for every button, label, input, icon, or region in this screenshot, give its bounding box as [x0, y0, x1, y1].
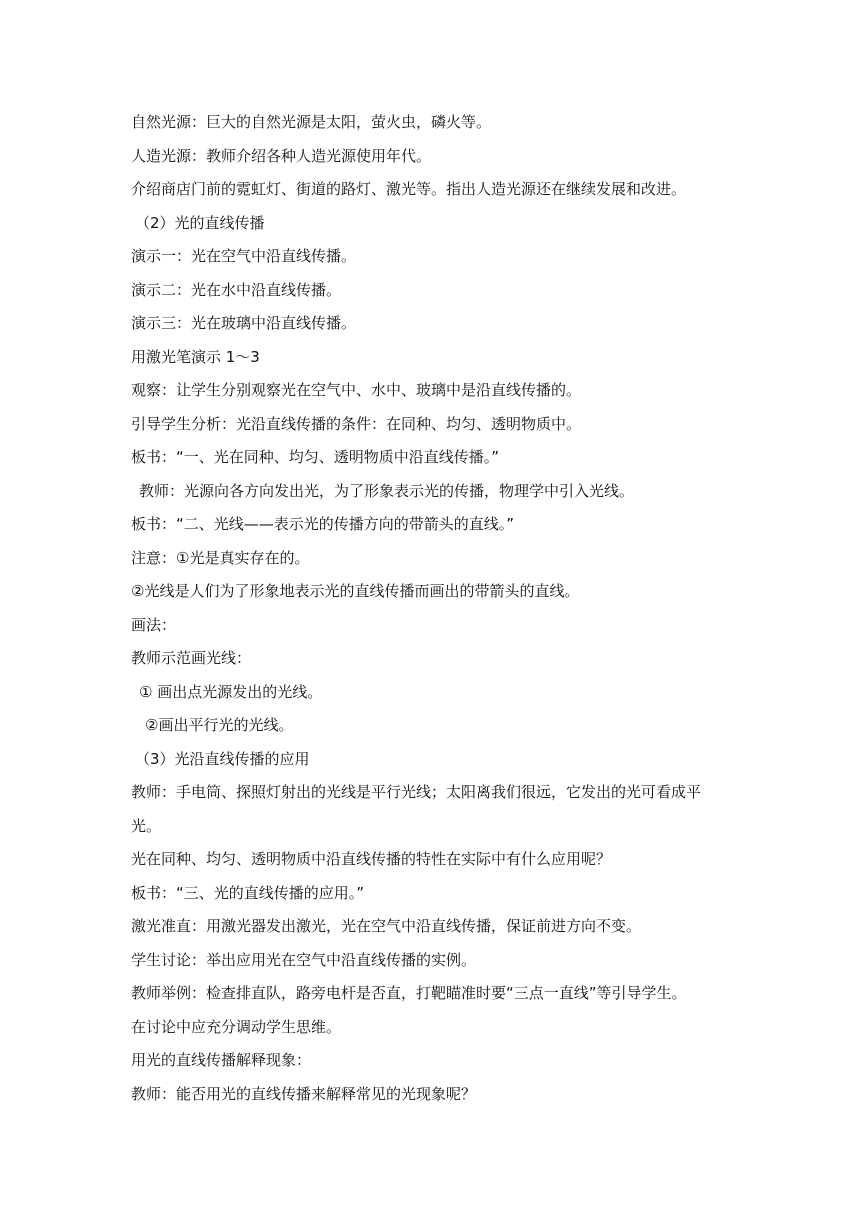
text-line-explain-phenomena: 用光的直线传播解释现象：	[131, 1051, 312, 1069]
text-line-teacher-examples: 教师举例：检查排直队，路旁电杆是否直，打靶瞄准时要“三点一直线”等引导学生。	[131, 984, 687, 1002]
text-line-note-light-ray-model: ②光线是人们为了形象地表示光的直线传播而画出的带箭头的直线。	[131, 582, 580, 600]
text-line-teacher-draw-demo: 教师示范画光线：	[131, 649, 252, 667]
text-line-light-continuation: 光。	[131, 816, 162, 835]
text-line-teacher-flashlight: 教师：手电筒、探照灯射出的光线是平行光线；太阳离我们很远，它发出的光可看成平	[131, 783, 702, 801]
text-line-laser-pointer-demo: 用激光笔演示 1～3	[131, 347, 260, 366]
section-heading-3: （3）光沿直线传播的应用	[135, 749, 310, 768]
text-line-board-note-two: 板书：“二、光线——表示光的传播方向的带箭头的直线。”	[131, 515, 515, 533]
text-line-student-discussion: 学生讨论：举出应用光在空气中沿直线传播的实例。	[131, 950, 477, 969]
text-line-introduce-neon-lights: 介绍商店门前的霓虹灯、街道的路灯、激光等。指出人造光源还在继续发展和改进。	[131, 180, 687, 198]
text-line-demo-one: 演示一：光在空气中沿直线传播。	[131, 247, 357, 265]
text-line-natural-light-source: 自然光源：巨大的自然光源是太阳，萤火虫，磷火等。	[131, 113, 492, 131]
text-line-artificial-light-source: 人造光源：教师介绍各种人造光源使用年代。	[131, 146, 432, 165]
text-line-laser-alignment: 激光准直：用激光器发出激光，光在空气中沿直线传播，保证前进方向不变。	[131, 917, 642, 935]
text-line-board-note-three: 板书：“三、光的直线传播的应用。”	[131, 883, 365, 902]
text-line-application-question: 光在同种、均匀、透明物质中沿直线传播的特性在实际中有什么应用呢？	[131, 850, 612, 868]
text-line-drawing-method: 画法：	[131, 615, 177, 634]
text-line-observation: 观察：让学生分别观察光在空气中、水中、玻璃中是沿直线传播的。	[131, 381, 582, 399]
text-line-point-source-rays: ① 画出点光源发出的光线。	[139, 682, 323, 701]
text-line-teacher-question: 教师：能否用光的直线传播来解释常见的光现象呢？	[131, 1084, 477, 1103]
text-line-teacher-light-rays: 教师：光源向各方向发出光，为了形象表示光的传播，物理学中引入光线。	[139, 481, 635, 500]
text-line-parallel-rays: ②画出平行光的光线。	[145, 716, 294, 734]
document-body	[131, 106, 741, 1111]
text-line-demo-two: 演示二：光在水中沿直线传播。	[131, 280, 342, 299]
text-line-demo-three: 演示三：光在玻璃中沿直线传播。	[131, 314, 357, 332]
text-line-discussion-guidance: 在讨论中应充分调动学生思维。	[131, 1017, 342, 1036]
text-line-note-light-real: 注意：①光是真实存在的。	[131, 548, 310, 567]
text-line-board-note-one: 板书：“一、光在同种、均匀、透明物质中沿直线传播。”	[131, 448, 500, 466]
text-line-guided-analysis: 引导学生分析：光沿直线传播的条件：在同种、均匀、透明物质中。	[131, 414, 582, 433]
section-heading-2: （2）光的直线传播	[135, 213, 265, 232]
